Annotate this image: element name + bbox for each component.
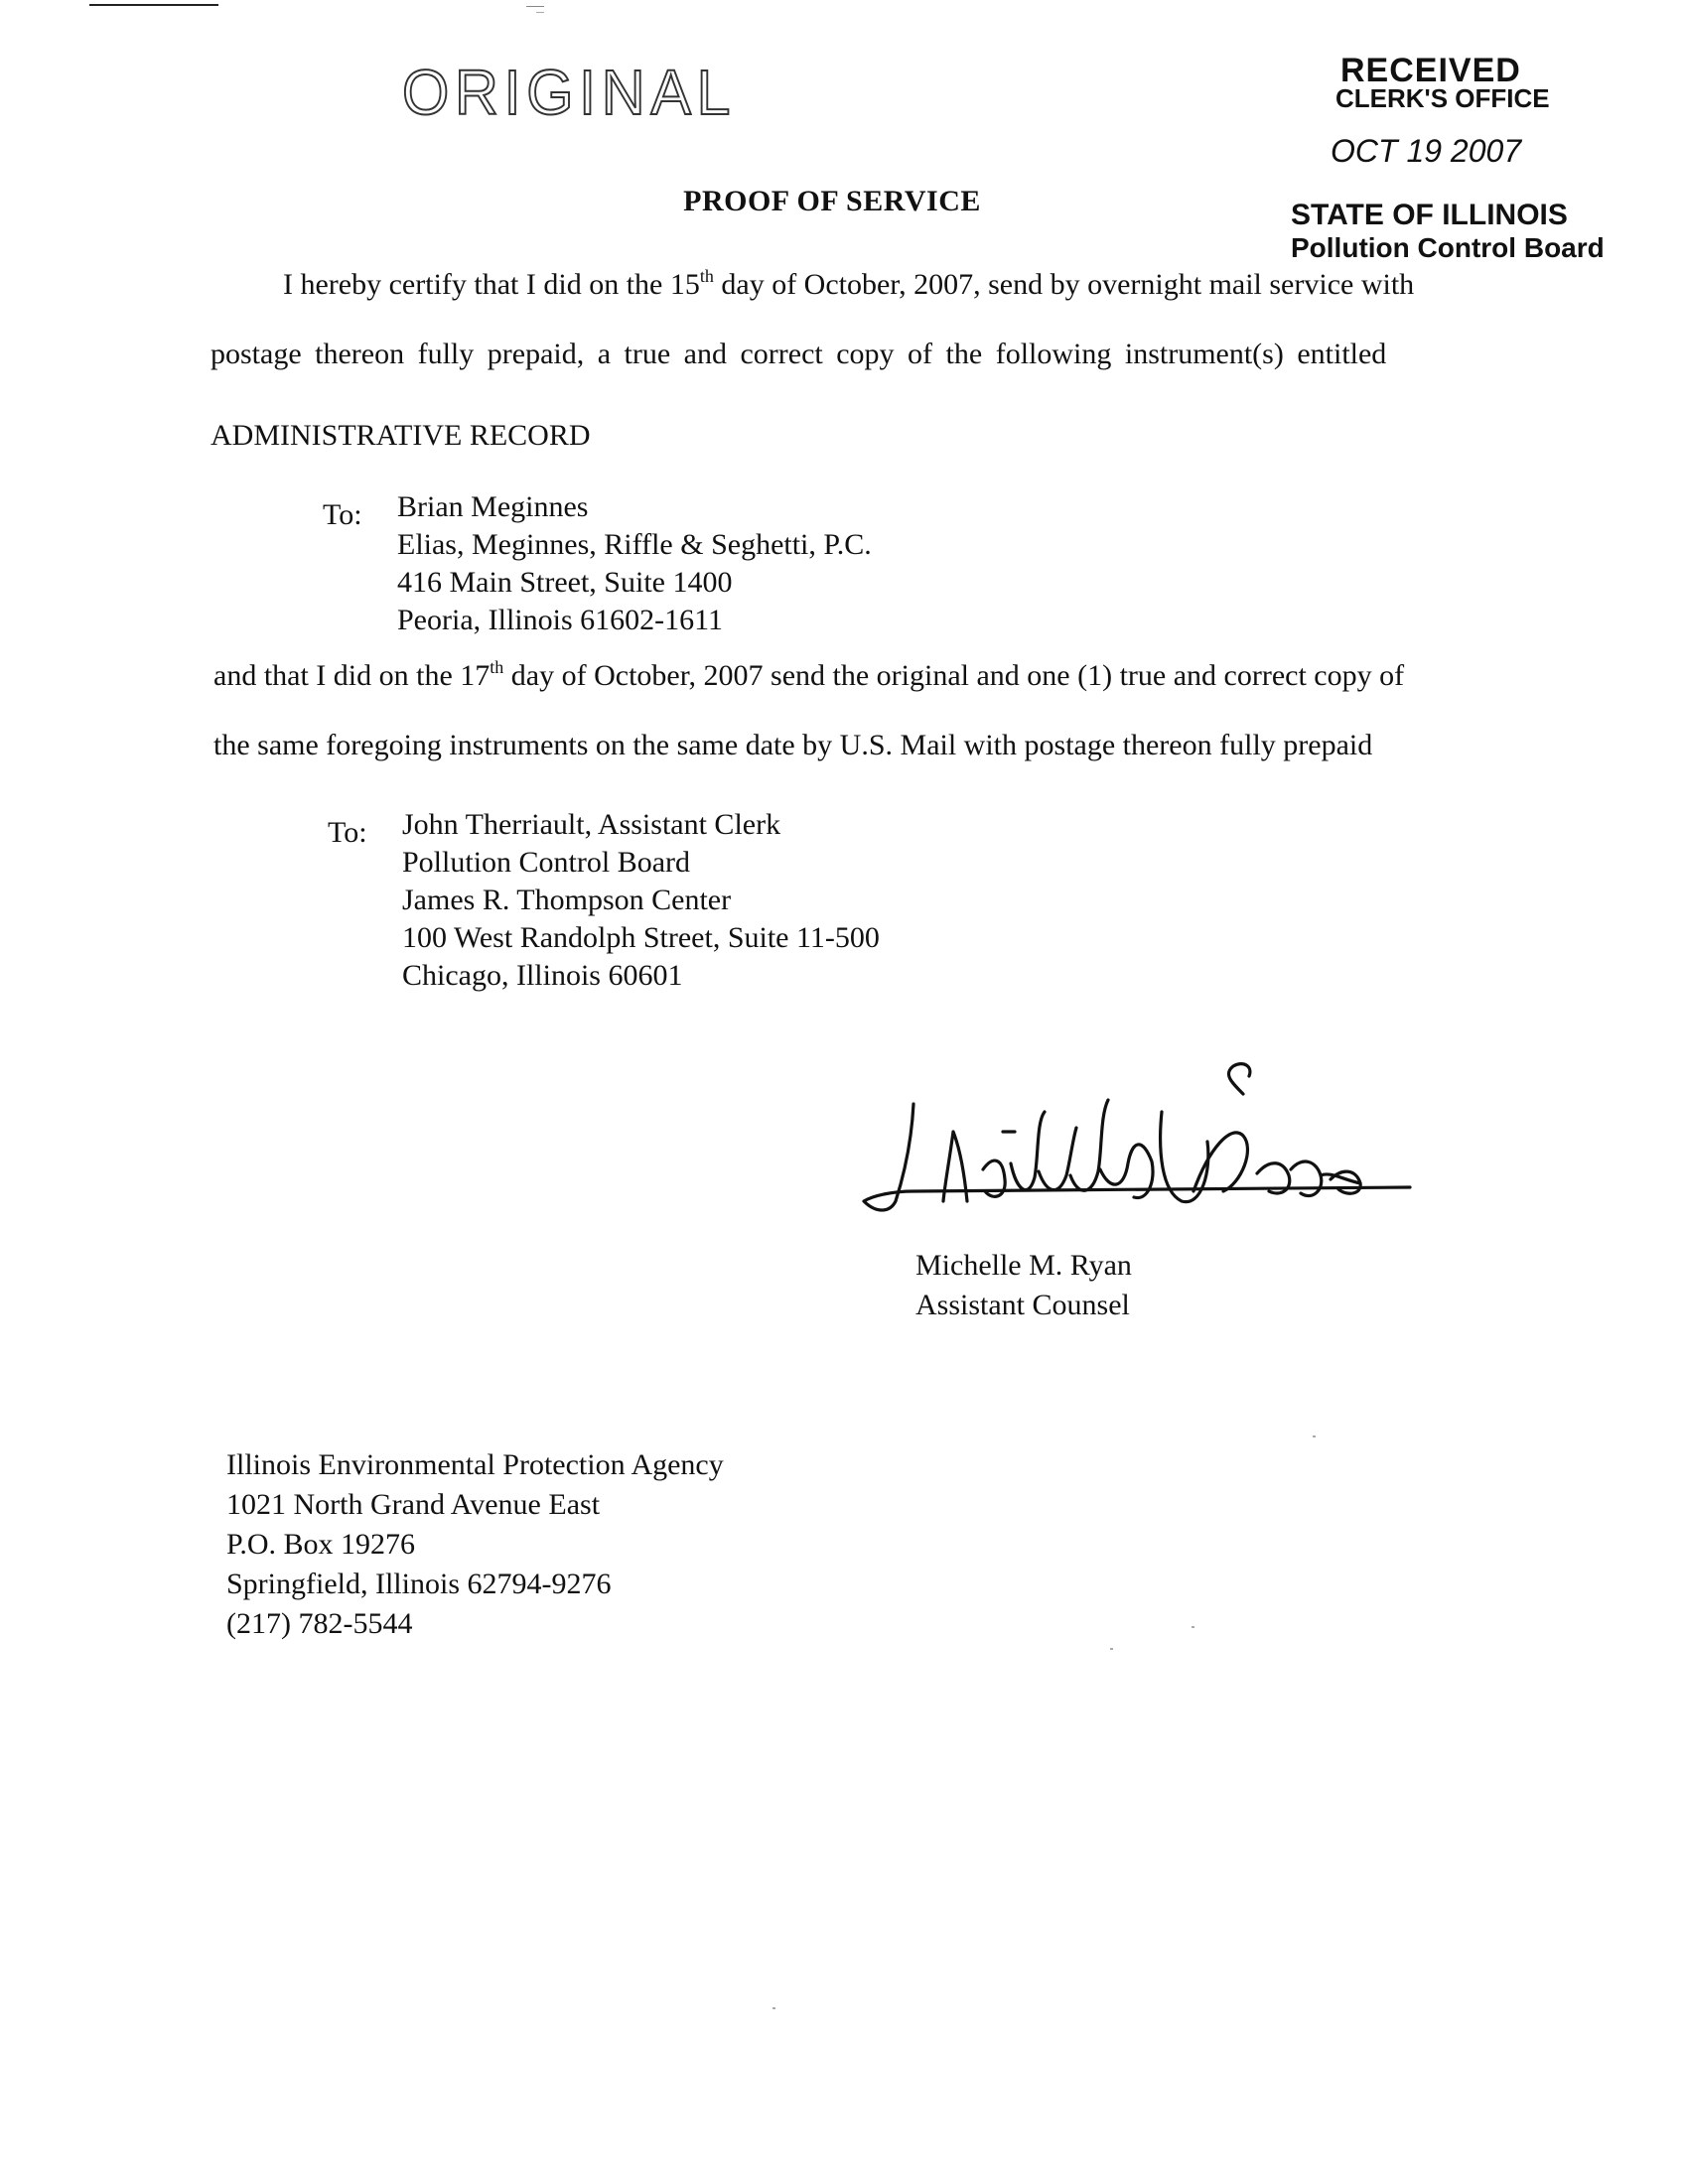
para2-text-after: day of October, 2007 send the original and one (1) true and correct copy of <box>503 659 1405 692</box>
recipient-1-line: Brian Meginnes <box>397 490 589 523</box>
recipient-1-line: Peoria, Illinois 61602-1611 <box>397 604 724 636</box>
para1-text-after: day of October, 2007, send by overnight mail service with <box>713 268 1415 301</box>
para1-superscript: th <box>699 266 714 286</box>
agency-line: 1021 North Grand Avenue East <box>226 1488 601 1521</box>
scan-artifact-dash <box>536 12 544 13</box>
para1-text-before: I hereby certify that I did on the 15 <box>283 268 700 301</box>
signature-block <box>915 1246 1132 1325</box>
received-stamp-date: OCT 19 2007 <box>1331 133 1522 169</box>
scan-speck <box>1313 1435 1316 1437</box>
agency-line: Illinois Environmental Protection Agency <box>226 1448 724 1481</box>
page-title-text: PROOF OF SERVICE <box>683 185 981 217</box>
recipient-2-to-label: To: <box>328 816 367 849</box>
received-stamp-line5: Pollution Control Board <box>1291 232 1605 263</box>
handwritten-signature <box>854 1052 1450 1221</box>
paragraph-2-line-1 <box>213 659 1404 693</box>
para2-text-before: and that I did on the 17 <box>213 659 491 692</box>
scan-artifact-line <box>89 4 218 6</box>
original-stamp: ORIGINAL <box>402 57 737 128</box>
recipient-1-address <box>397 488 872 639</box>
recipient-2-line: John Therriault, Assistant Clerk <box>402 808 781 841</box>
paragraph-1-line-2: postage thereon fully prepaid, a true and correct copy of the following instrument(s) entitled <box>210 338 1387 370</box>
recipient-2-line: James R. Thompson Center <box>402 884 732 916</box>
scan-speck <box>1110 1648 1113 1650</box>
scan-artifact-dash <box>526 6 544 7</box>
recipient-1-to-label: To: <box>323 498 362 531</box>
recipient-2-line: Chicago, Illinois 60601 <box>402 959 683 992</box>
recipient-2-line: 100 West Randolph Street, Suite 11-500 <box>402 921 880 954</box>
agency-line: (217) 782-5544 <box>226 1607 413 1640</box>
agency-line: P.O. Box 19276 <box>226 1528 416 1561</box>
agency-address-block <box>226 1445 724 1644</box>
paragraph-2-line-2: the same foregoing instruments on the same date by U.S. Mail with postage thereon fully prepaid <box>213 729 1373 761</box>
recipient-1-line: 416 Main Street, Suite 1400 <box>397 566 733 599</box>
page-title <box>0 185 1684 218</box>
para2-superscript: th <box>490 657 504 677</box>
scan-speck <box>772 2007 775 2009</box>
recipient-2-address <box>402 806 880 995</box>
recipient-2-line: Pollution Control Board <box>402 846 691 879</box>
received-stamp-line2: CLERK'S OFFICE <box>1335 83 1550 113</box>
received-stamp-line1: RECEIVED <box>1340 52 1521 89</box>
scan-speck <box>1192 1626 1194 1628</box>
recipient-1-line: Elias, Meginnes, Riffle & Seghetti, P.C. <box>397 528 872 561</box>
paragraph-1-line-3: ADMINISTRATIVE RECORD <box>210 419 591 452</box>
received-stamp-line4: STATE OF ILLINOIS <box>1291 199 1568 231</box>
signer-name: Michelle M. Ryan <box>915 1249 1132 1282</box>
signer-title: Assistant Counsel <box>915 1289 1130 1321</box>
paragraph-1-line-1 <box>283 268 1414 302</box>
agency-line: Springfield, Illinois 62794-9276 <box>226 1568 612 1600</box>
